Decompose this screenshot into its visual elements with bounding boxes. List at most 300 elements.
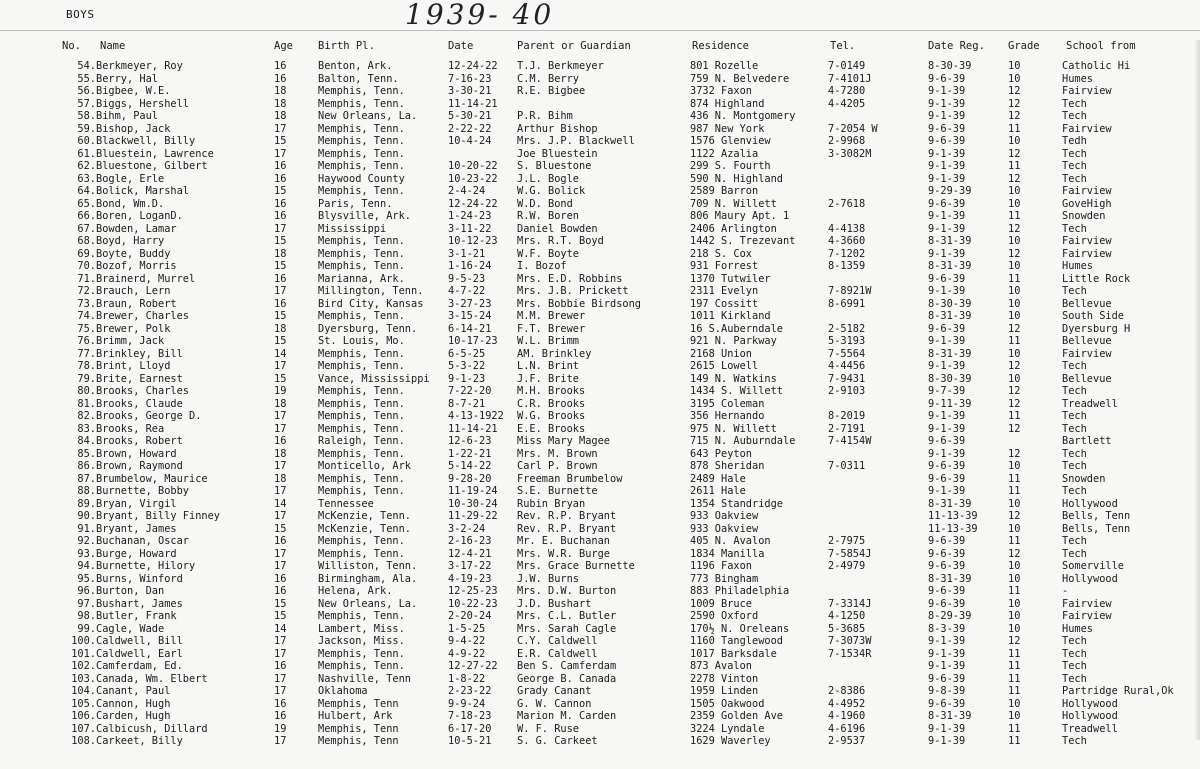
residence: 987 New York [690, 122, 765, 135]
date-registered: 9-29-39 [928, 185, 972, 197]
birth-place: Memphis, Tenn. [318, 410, 405, 422]
school-from: Tech [1062, 647, 1087, 660]
birth-date: 12-24-22 [448, 60, 498, 72]
grade: 10 [1008, 460, 1021, 472]
birth-date: 7-22-20 [448, 385, 492, 397]
grade: 11 [1008, 672, 1021, 685]
grade: 10 [1008, 135, 1021, 147]
school-from: Humes [1062, 622, 1093, 635]
table-row [0, 410, 1200, 423]
col-header-birth-place: Birth Pl. [318, 40, 375, 52]
student-name: Canant, Paul [96, 685, 171, 697]
student-name: Brooks, Charles [96, 385, 189, 397]
date-registered: 9-1-39 [928, 660, 966, 672]
date-registered: 9-6-39 [928, 560, 966, 572]
table-row [0, 323, 1200, 336]
table-row [0, 660, 1200, 673]
student-age: 16 [274, 297, 287, 310]
residence: 931 Forrest [690, 260, 759, 272]
residence: 16 S.Auberndale [690, 322, 783, 335]
school-from: Tech [1062, 422, 1087, 435]
school-from: Tech [1062, 385, 1087, 397]
birth-place: Memphis, Tenn. [318, 310, 405, 322]
parent-guardian: Marion M. Carden [517, 710, 617, 722]
telephone: 7-8921W [828, 285, 872, 297]
student-age: 16 [274, 172, 287, 185]
row-number: 56. [77, 85, 96, 97]
row-number: 54. [77, 60, 96, 72]
table-row [0, 73, 1200, 86]
student-name: Cagle, Wade [96, 622, 165, 635]
row-number: 58. [77, 110, 96, 122]
residence: 2168 Union [690, 347, 752, 360]
date-registered: 11-13-39 [928, 522, 978, 535]
birth-date: 3-11-22 [448, 222, 492, 235]
student-name: Bihm, Paul [96, 110, 158, 122]
residence: 2406 Arlington [690, 222, 777, 235]
parent-guardian: Mrs. C.L. Butler [517, 610, 617, 622]
student-age: 19 [274, 722, 287, 735]
residence: 873 Avalon [690, 660, 752, 672]
student-age: 17 [274, 685, 287, 697]
grade: 12 [1008, 222, 1021, 235]
student-name: Bishop, Jack [96, 122, 171, 135]
student-name: Cannon, Hugh [96, 697, 171, 710]
student-age: 18 [274, 472, 287, 485]
school-from: Tech [1062, 447, 1087, 460]
parent-guardian: Miss Mary Magee [517, 435, 610, 447]
student-name: Brite, Earnest [96, 372, 183, 385]
parent-guardian: Mrs. Grace Burnette [517, 560, 635, 572]
birth-date: 1-24-23 [448, 210, 492, 222]
student-name: Bowden, Lamar [96, 222, 177, 235]
col-header-date: Date [448, 40, 474, 52]
school-from: Tech [1062, 485, 1087, 497]
telephone: 4-4456 [828, 360, 866, 372]
school-from: Treadwell [1062, 397, 1118, 410]
residence: 878 Sheridan [690, 460, 765, 472]
residence: 149 N. Watkins [690, 372, 777, 385]
birth-date: 4-9-22 [448, 647, 486, 660]
student-age: 15 [274, 597, 287, 610]
telephone: 4-3660 [828, 235, 866, 247]
table-row [0, 598, 1200, 611]
birth-place: Memphis, Tenn [318, 735, 399, 747]
residence: 218 S. Cox [690, 247, 752, 260]
birth-place: Memphis, Tenn. [318, 660, 405, 672]
row-number: 60. [77, 135, 96, 147]
birth-place: Memphis, Tenn. [318, 447, 405, 460]
row-number: 97. [77, 597, 96, 610]
birth-date: 6-17-20 [448, 722, 492, 735]
telephone: 7-0311 [828, 460, 866, 472]
date-registered: 9-1-39 [928, 110, 966, 122]
student-age: 18 [274, 397, 287, 410]
date-registered: 9-6-39 [928, 460, 966, 472]
row-number: 108. [71, 735, 96, 747]
row-number: 86. [77, 460, 96, 472]
student-age: 18 [274, 85, 287, 97]
section-label: BOYS [66, 8, 95, 21]
birth-place: Jackson, Miss. [318, 635, 405, 647]
grade: 12 [1008, 147, 1021, 160]
birth-place: Memphis, Tenn. [318, 485, 405, 497]
date-registered: 9-6-39 [928, 135, 966, 147]
birth-place: Memphis, Tenn. [318, 97, 405, 110]
table-row [0, 385, 1200, 398]
school-from: Hollywood [1062, 710, 1118, 722]
row-number: 102. [71, 660, 96, 672]
grade: 12 [1008, 110, 1021, 122]
date-registered: 9-1-39 [928, 210, 966, 222]
school-from: South Side [1062, 310, 1124, 322]
parent-guardian: G. W. Cannon [517, 697, 592, 710]
student-name: Bozof, Morris [96, 260, 177, 272]
grade: 11 [1008, 472, 1021, 485]
student-name: Boren, LoganD. [96, 210, 183, 222]
parent-guardian: W.F. Boyte [517, 247, 579, 260]
grade: 10 [1008, 572, 1021, 585]
student-age: 19 [274, 385, 287, 397]
birth-place: Paris, Tenn. [318, 197, 393, 210]
school-from: Fairview [1062, 597, 1112, 610]
table-row [0, 335, 1200, 348]
telephone: 7-4101J [828, 72, 872, 85]
residence: 759 N. Belvedere [690, 72, 790, 85]
student-age: 15 [274, 335, 287, 347]
parent-guardian: R.E. Bigbee [517, 85, 586, 97]
birth-place: McKenzie, Tenn. [318, 522, 411, 535]
birth-place: Oklahoma [318, 685, 368, 697]
date-registered: 9-6-39 [928, 72, 966, 85]
parent-guardian: Mrs. Sarah Cagle [517, 622, 617, 635]
table-row [0, 310, 1200, 323]
parent-guardian: Mrs. E.D. Robbins [517, 272, 623, 285]
birth-place: Memphis, Tenn. [318, 122, 405, 135]
table-row [0, 98, 1200, 111]
birth-place: Memphis, Tenn. [318, 235, 405, 247]
residence: 883 Philadelphia [690, 585, 790, 597]
birth-date: 7-16-23 [448, 72, 492, 85]
school-from: Tech [1062, 635, 1087, 647]
student-name: Bluestone, Gilbert [96, 160, 208, 172]
student-age: 15 [274, 135, 287, 147]
residence: 1009 Bruce [690, 597, 752, 610]
student-list [0, 60, 1200, 748]
birth-place: Tennessee [318, 497, 374, 510]
residence: 2278 Vinton [690, 672, 759, 685]
telephone: 7-5854J [828, 547, 872, 560]
row-number: 74. [77, 310, 96, 322]
table-row [0, 373, 1200, 386]
date-registered: 9-1-39 [928, 485, 966, 497]
parent-guardian: Daniel Bowden [517, 222, 598, 235]
table-row [0, 273, 1200, 286]
school-from: Fairview [1062, 122, 1112, 135]
grade: 10 [1008, 347, 1021, 360]
grade: 12 [1008, 547, 1021, 560]
telephone: 8-1359 [828, 260, 866, 272]
table-row [0, 635, 1200, 648]
student-age: 18 [274, 97, 287, 110]
table-row [0, 460, 1200, 473]
parent-guardian: M.H. Brooks [517, 385, 586, 397]
student-name: Blackwell, Billy [96, 135, 196, 147]
student-age: 17 [274, 735, 287, 747]
table-row [0, 223, 1200, 236]
grade: 10 [1008, 622, 1021, 635]
date-registered: 9-6-39 [928, 197, 966, 210]
student-age: 17 [274, 485, 287, 497]
school-from: Snowden [1062, 210, 1106, 222]
parent-guardian: Freeman Brumbelow [517, 472, 623, 485]
school-from: Bellevue [1062, 372, 1112, 385]
parent-guardian: J.F. Brite [517, 372, 579, 385]
student-name: Bryant, Billy Finney [96, 510, 220, 522]
school-from: Tech [1062, 172, 1087, 185]
school-from: Treadwell [1062, 722, 1118, 735]
grade: 11 [1008, 535, 1021, 547]
parent-guardian: Mrs. D.W. Burton [517, 585, 617, 597]
date-registered: 9-6-39 [928, 597, 966, 610]
grade: 11 [1008, 485, 1021, 497]
student-name: Canada, Wm. Elbert [96, 672, 208, 685]
parent-guardian: T.J. Berkmeyer [517, 60, 604, 72]
parent-guardian: C.R. Brooks [517, 397, 586, 410]
table-row [0, 435, 1200, 448]
birth-place: McKenzie, Tenn. [318, 510, 411, 522]
date-registered: 9-1-39 [928, 222, 966, 235]
grade: 10 [1008, 372, 1021, 385]
student-age: 16 [274, 697, 287, 710]
birth-date: 9-9-24 [448, 697, 486, 710]
date-registered: 9-1-39 [928, 410, 966, 422]
row-number: 90. [77, 510, 96, 522]
birth-date: 11-19-24 [448, 485, 498, 497]
birth-place: Birmingham, Ala. [318, 572, 418, 585]
student-age: 16 [274, 660, 287, 672]
student-name: Brimm, Jack [96, 335, 165, 347]
student-name: Buchanan, Oscar [96, 535, 189, 547]
birth-place: Memphis, Tenn. [318, 472, 405, 485]
telephone: 2-7618 [828, 197, 866, 210]
school-from: Fairview [1062, 247, 1112, 260]
residence: 1576 Glenview [690, 135, 771, 147]
date-registered: 9-1-39 [928, 85, 966, 97]
birth-place: Memphis, Tenn. [318, 397, 405, 410]
residence: 1442 S. Trezevant [690, 235, 796, 247]
residence: 643 Peyton [690, 447, 752, 460]
residence: 1017 Barksdale [690, 647, 777, 660]
birth-date: 11-14-21 [448, 422, 498, 435]
col-header-grade: Grade [1008, 40, 1040, 52]
row-number: 67. [77, 222, 96, 235]
birth-date: 9-5-23 [448, 272, 486, 285]
birth-date: 3-17-22 [448, 560, 492, 572]
date-registered: 9-1-39 [928, 247, 966, 260]
date-registered: 8-31-39 [928, 497, 972, 510]
school-from: Bellevue [1062, 297, 1112, 310]
birth-place: Memphis, Tenn. [318, 360, 405, 372]
school-from: Fairview [1062, 610, 1112, 622]
row-number: 75. [77, 322, 96, 335]
residence: 1196 Faxon [690, 560, 752, 572]
student-name: Brewer, Charles [96, 310, 189, 322]
birth-place: Memphis, Tenn. [318, 185, 405, 197]
table-row [0, 473, 1200, 486]
student-name: Burge, Howard [96, 547, 177, 560]
residence: 1011 Kirkland [690, 310, 771, 322]
parent-guardian: W.G. Brooks [517, 410, 586, 422]
date-registered: 9-6-39 [928, 272, 966, 285]
birth-date: 2-22-22 [448, 122, 492, 135]
school-from: Snowden [1062, 472, 1106, 485]
grade: 12 [1008, 360, 1021, 372]
col-header-no: No. [62, 40, 81, 52]
birth-date: 3-30-21 [448, 85, 492, 97]
residence: 715 N. Auburndale [690, 435, 796, 447]
birth-date: 3-1-21 [448, 247, 486, 260]
school-from: Tech [1062, 535, 1087, 547]
row-number: 78. [77, 360, 96, 372]
birth-place: Memphis, Tenn [318, 722, 399, 735]
birth-date: 2-20-24 [448, 610, 492, 622]
birth-date: 9-1-23 [448, 372, 486, 385]
student-age: 17 [274, 360, 287, 372]
table-row [0, 610, 1200, 623]
student-age: 17 [274, 672, 287, 685]
col-header-tel: Tel. [830, 40, 856, 52]
student-age: 17 [274, 285, 287, 297]
student-age: 15 [274, 372, 287, 385]
birth-date: 12-24-22 [448, 197, 498, 210]
student-name: Bluestein, Lawrence [96, 147, 214, 160]
table-row [0, 198, 1200, 211]
date-registered: 9-1-39 [928, 635, 966, 647]
residence: 405 N. Avalon [690, 535, 771, 547]
telephone: 4-7280 [828, 85, 866, 97]
student-name: Bigbee, W.E. [96, 85, 171, 97]
parent-guardian: Ben S. Camferdam [517, 660, 617, 672]
parent-guardian: Mrs. W.R. Burge [517, 547, 610, 560]
student-name: Brumbelow, Maurice [96, 472, 208, 485]
school-from: GoveHigh [1062, 197, 1112, 210]
birth-place: Memphis, Tenn. [318, 422, 405, 435]
student-age: 16 [274, 710, 287, 722]
telephone: 4-4205 [828, 97, 866, 110]
grade: 11 [1008, 272, 1021, 285]
row-number: 77. [77, 347, 96, 360]
student-name: Bogle, Erle [96, 172, 165, 185]
date-registered: 8-31-39 [928, 310, 972, 322]
row-number: 92. [77, 535, 96, 547]
date-registered: 9-6-39 [928, 547, 966, 560]
parent-guardian: J.L. Bogle [517, 172, 579, 185]
table-row [0, 248, 1200, 261]
birth-date: 6-14-21 [448, 322, 492, 335]
row-number: 64. [77, 185, 96, 197]
parent-guardian: W.L. Brimm [517, 335, 579, 347]
row-number: 106. [71, 710, 96, 722]
date-registered: 9-1-39 [928, 147, 966, 160]
birth-date: 10-22-23 [448, 597, 498, 610]
parent-guardian: George B. Canada [517, 672, 617, 685]
parent-guardian: Mrs. J.P. Blackwell [517, 135, 635, 147]
table-row [0, 673, 1200, 686]
school-from: Partridge Rural,Ok [1062, 685, 1174, 697]
table-row [0, 498, 1200, 511]
residence: 2359 Golden Ave [690, 710, 783, 722]
date-registered: 9-6-39 [928, 535, 966, 547]
row-number: 103. [71, 672, 96, 685]
birth-place: St. Louis, Mo. [318, 335, 405, 347]
date-registered: 9-1-39 [928, 285, 966, 297]
telephone: 2-4979 [828, 560, 866, 572]
table-row [0, 285, 1200, 298]
date-registered: 9-6-39 [928, 585, 966, 597]
date-registered: 8-30-39 [928, 372, 972, 385]
date-registered: 9-6-39 [928, 697, 966, 710]
parent-guardian: J.W. Burns [517, 572, 579, 585]
student-age: 16 [274, 72, 287, 85]
residence: 356 Hernando [690, 410, 765, 422]
row-number: 57. [77, 97, 96, 110]
birth-date: 4-19-23 [448, 572, 492, 585]
school-from: - [1062, 585, 1069, 597]
residence: 921 N. Parkway [690, 335, 777, 347]
birth-place: Memphis, Tenn [318, 697, 399, 710]
birth-place: Memphis, Tenn. [318, 385, 405, 397]
row-number: 101. [71, 647, 96, 660]
table-row [0, 648, 1200, 661]
birth-place: Haywood County [318, 172, 405, 185]
birth-place: Memphis, Tenn. [318, 260, 405, 272]
student-age: 17 [274, 222, 287, 235]
telephone: 7-4154W [828, 435, 872, 447]
parent-guardian: S. G. Carkeet [517, 735, 598, 747]
school-from: Tech [1062, 222, 1087, 235]
telephone: 8-6991 [828, 297, 866, 310]
residence: 2615 Lowell [690, 360, 759, 372]
student-age: 15 [274, 310, 287, 322]
row-number: 62. [77, 160, 96, 172]
residence: 1354 Standridge [690, 497, 783, 510]
row-number: 72. [77, 285, 96, 297]
row-number: 69. [77, 247, 96, 260]
residence: 1505 Oakwood [690, 697, 765, 710]
table-row [0, 560, 1200, 573]
student-name: Berry, Hal [96, 72, 158, 85]
parent-guardian: Mrs. R.T. Boyd [517, 235, 604, 247]
grade: 11 [1008, 122, 1021, 135]
grade: 10 [1008, 197, 1021, 210]
student-age: 17 [274, 647, 287, 660]
table-row [0, 423, 1200, 436]
row-number: 65. [77, 197, 96, 210]
grade: 12 [1008, 447, 1021, 460]
student-age: 15 [274, 185, 287, 197]
col-header-name: Name [100, 40, 126, 52]
telephone: 7-3073W [828, 635, 872, 647]
table-row [0, 573, 1200, 586]
parent-guardian: Arthur Bishop [517, 122, 598, 135]
student-age: 18 [274, 247, 287, 260]
birth-date: 10-23-22 [448, 172, 498, 185]
residence: 1629 Waverley [690, 735, 771, 747]
student-age: 17 [274, 147, 287, 160]
birth-place: Memphis, Tenn. [318, 347, 405, 360]
school-from: Tech [1062, 147, 1087, 160]
